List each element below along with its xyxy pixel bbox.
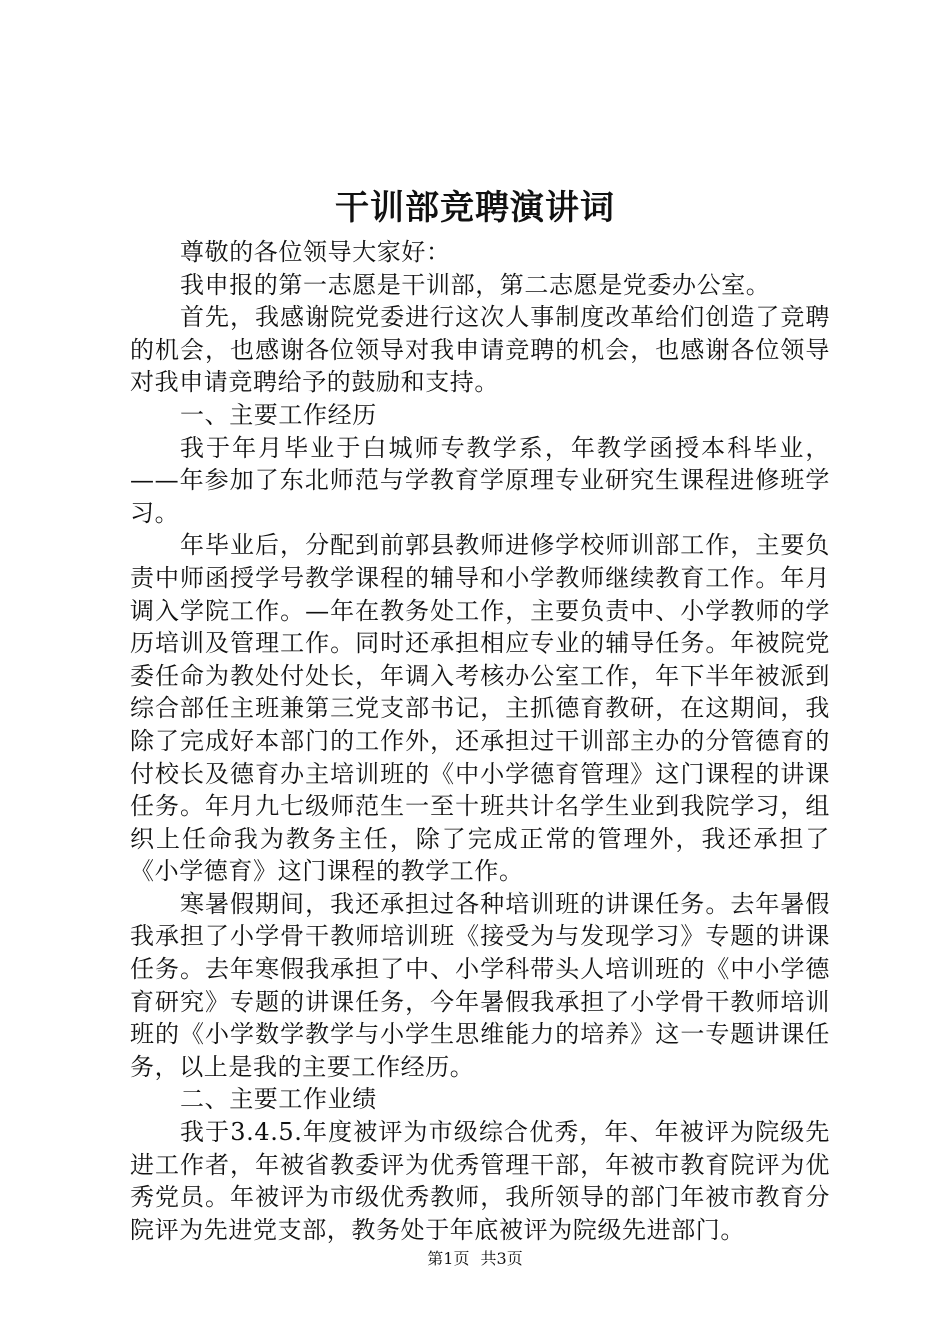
document-title: 干训部竞聘演讲词 — [335, 188, 615, 228]
page-number: 第1页 — [427, 1249, 470, 1268]
document-body — [130, 236, 830, 1246]
section-heading-achievements: 二、主要工作业绩 — [180, 1085, 377, 1114]
page-total: 共3页 — [480, 1249, 523, 1268]
career-paragraph: 年毕业后，分配到前郭县教师进修学校师训部工作，主要负责中师函授学号教学课程的辅导和小学教师继续教育工作。年月调入学院工作。—年在教务处工作，主要负责中、小学教师的学历培训及管理工作。同时还承担相应专业的辅导任务。年被院党委任命为教处付处长，年调入考核办公室工作，年下半年被派到综合部任主班兼第三党支部书记，主抓德育教研，在这期间，我除了完成好本部门的工作外，还承担过干训部主办的分管德育的付校长及德育办主培训班的《中小学德育管理》这门课程的讲课任务。年月九七级师范生一至十班共计名学生业到我院学习，组织上任命我为教务主任，除了完成正常的管理外，我还承担了《小学德育》这门课程的教学工作。 — [130, 531, 830, 886]
intention-paragraph: 我申报的第一志愿是干训部，第二志愿是党委办公室。 — [180, 270, 771, 299]
section-heading-experience: 一、主要工作经历 — [180, 400, 377, 429]
education-paragraph: 我于年月毕业于白城师专教学系，年教学函授本科毕业，——年参加了东北师范与学教育学原理专业研究生课程进修班学习。 — [130, 433, 830, 527]
achievements-paragraph: 我于3.4.5.年度被评为市级综合优秀，年、年被评为院级先进工作者，年被省教委评为优秀管理干部，年被市教育院评为优秀党员。年被评为市级优秀教师，我所领导的部门年被市教育分院评为先进党支部，教务处于年底被评为院级先进部门。 — [130, 1118, 830, 1244]
page-footer — [0, 1248, 950, 1270]
teaching-paragraph: 寒暑假期间，我还承担过各种培训班的讲课任务。去年暑假我承担了小学骨干教师培训班《接受为与发现学习》专题的讲课任务。去年寒假我承担了中、小学科带头人培训班的《中小学德育研究》专题的讲课任务，今年暑假我承担了小学骨干教师培训班的《小学数学教学与小学生思维能力的培养》这一专题讲课任务，以上是我的主要工作经历。 — [130, 889, 830, 1081]
thanks-paragraph: 首先，我感谢院党委进行这次人事制度改革给们创造了竞聘的机会，也感谢各位领导对我申请竞聘的机会，也感谢各位领导对我申请竞聘给予的鼓励和支持。 — [130, 303, 830, 397]
greeting-paragraph: 尊敬的各位领导大家好： — [180, 238, 451, 266]
